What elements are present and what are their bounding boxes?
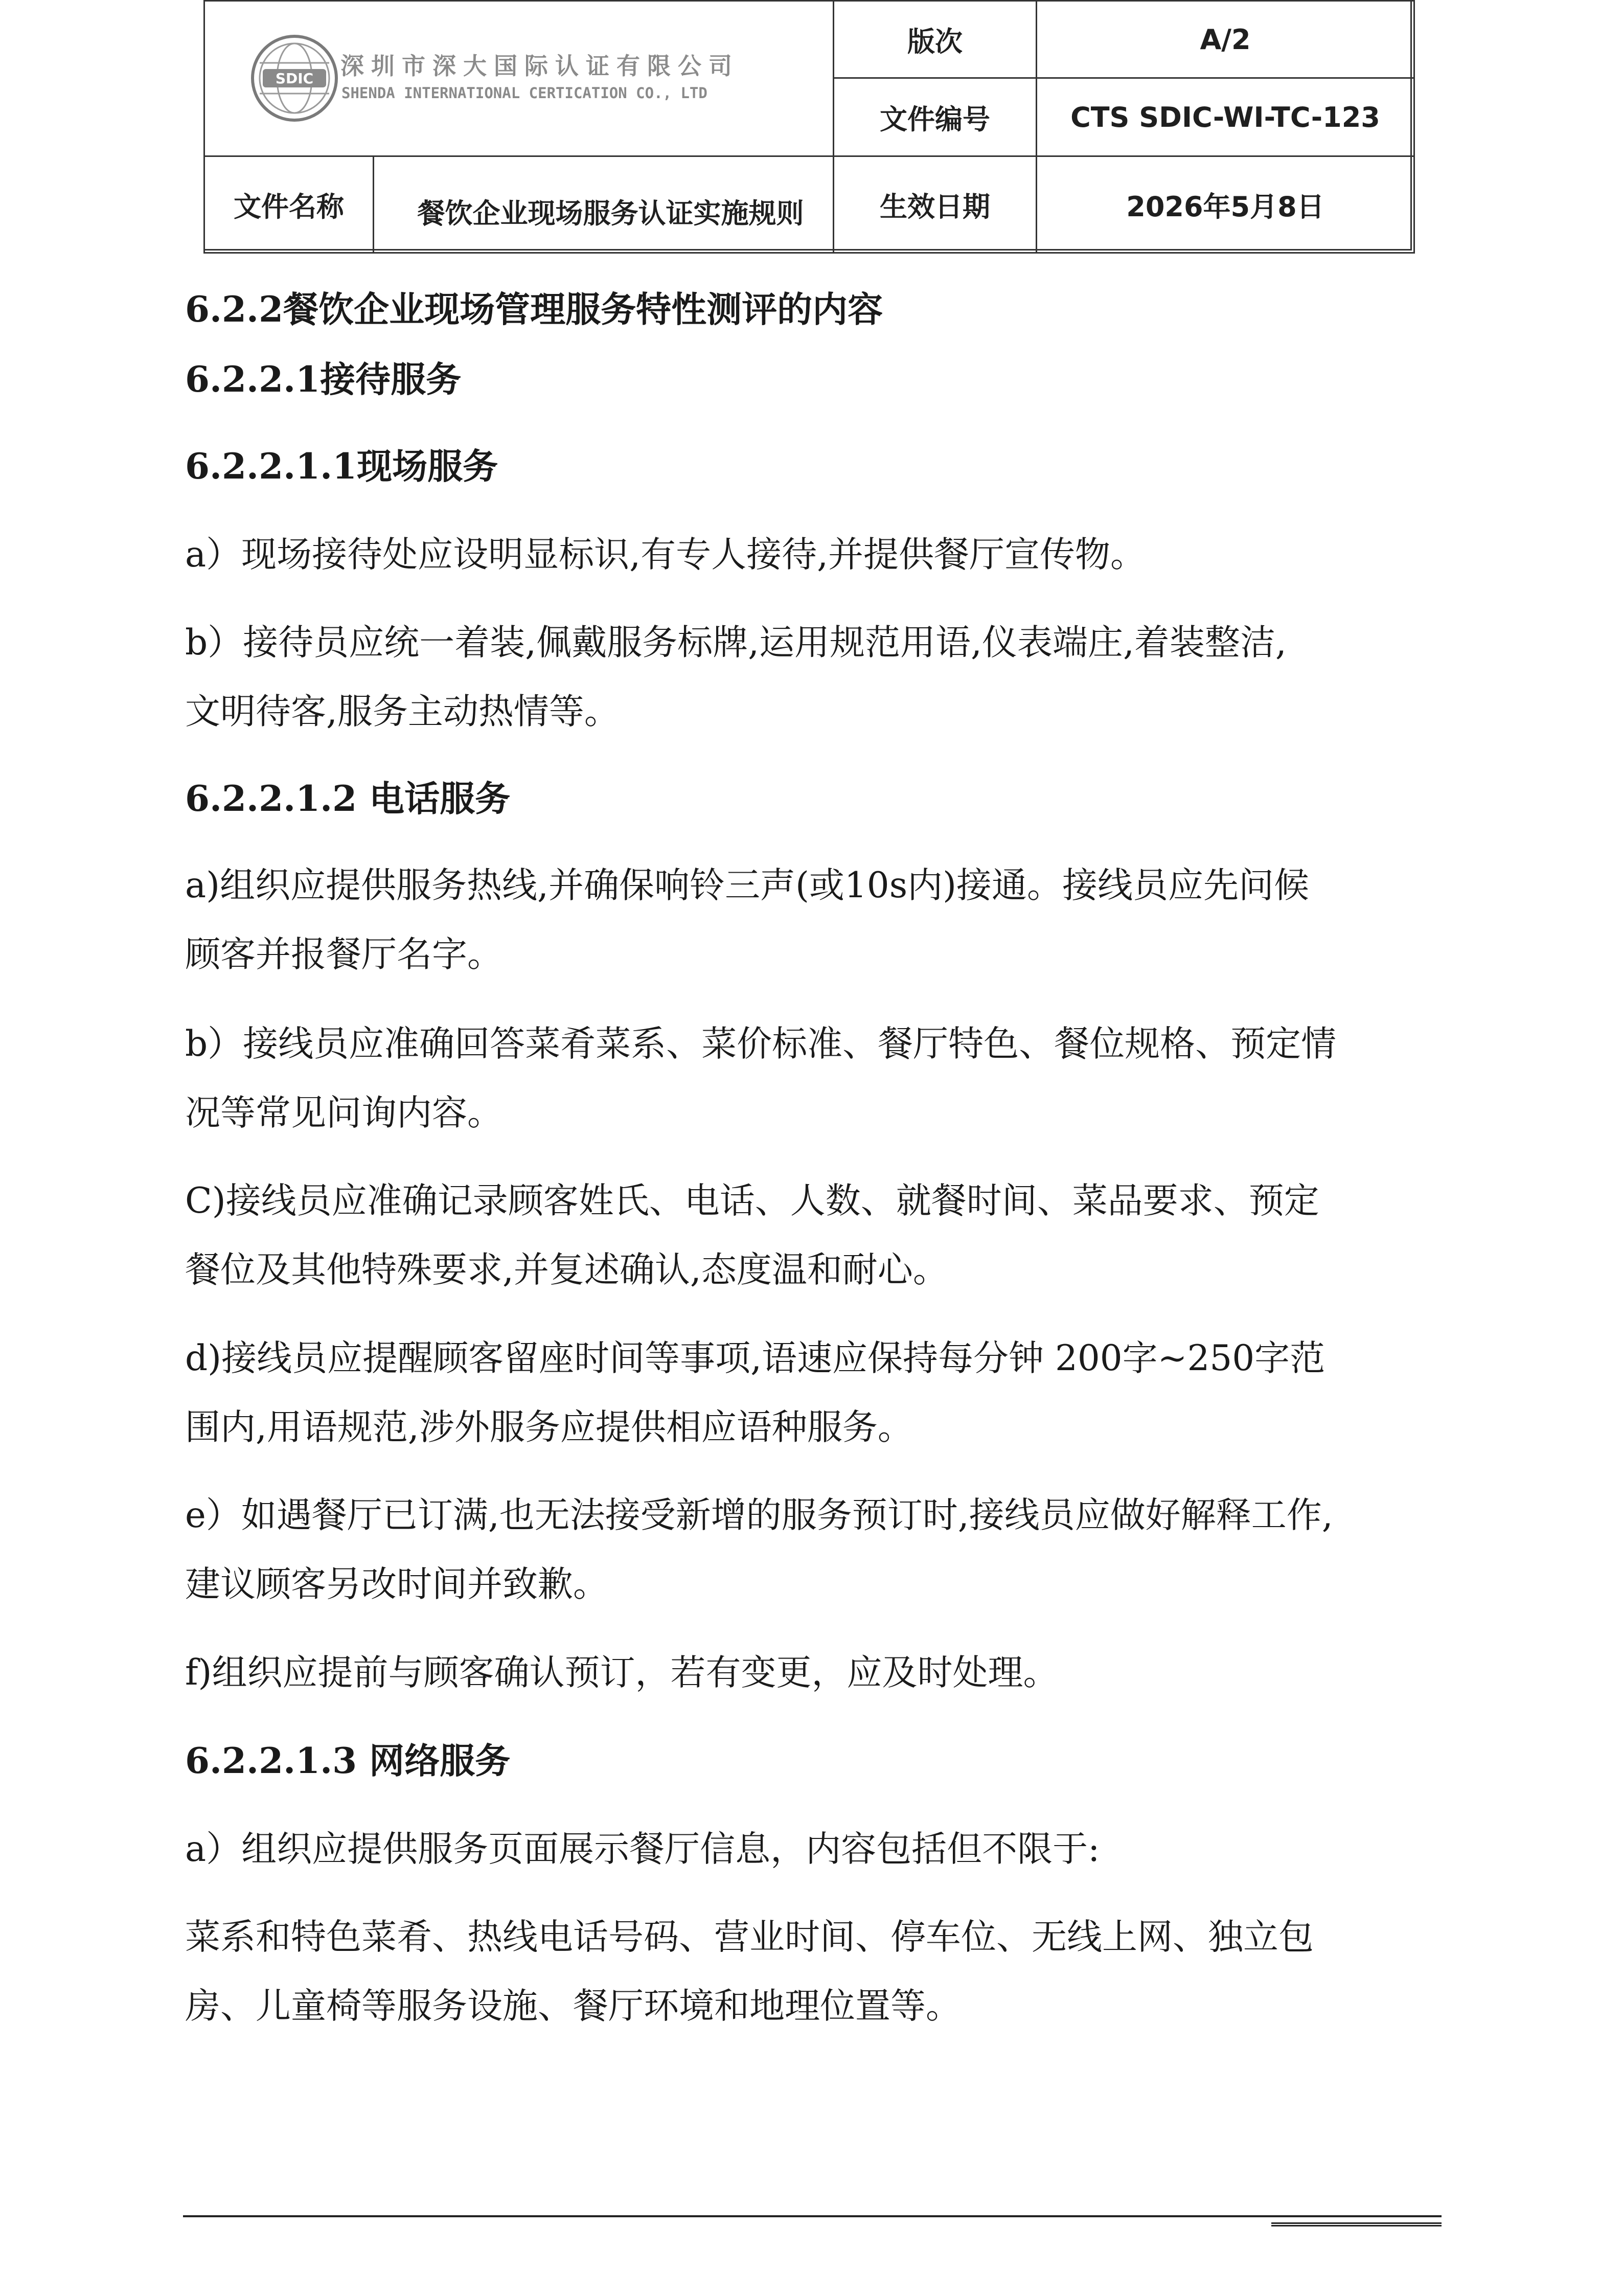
paragraph-line: 顾客并报餐厅名字。 (185, 934, 502, 975)
subsection-heading: 6.2.2.1接待服务 (185, 359, 462, 400)
paragraph-line: C)接线员应准确记录顾客姓氏、电话、人数、就餐时间、菜品要求、预定 (185, 1180, 1319, 1221)
version-value: A/2 (1036, 0, 1415, 79)
footer-rule (183, 2215, 1442, 2217)
paragraph-line: 文明待客,服务主动热情等。 (185, 691, 620, 732)
document-header-table (203, 0, 1412, 251)
company-logo (248, 32, 811, 134)
paragraph-line: 建议顾客另改时间并致歉。 (185, 1564, 608, 1605)
doc-name-value: 餐饮企业现场服务认证实施规则 (373, 155, 834, 254)
company-name-en: SHENDA INTERNATIONAL CERTICATION CO., LTD (341, 84, 707, 102)
paragraph-line: e）如遇餐厅已订满,也无法接受新增的服务预订时,接线员应做好解释工作, (185, 1495, 1333, 1536)
paragraph-line: 菜系和特色菜肴、热线电话号码、营业时间、停车位、无线上网、独立包 (185, 1917, 1314, 1958)
effective-date-label: 生效日期 (833, 155, 1037, 254)
doc-name-label: 文件名称 (203, 155, 374, 254)
subsection-heading: 6.2.2.1.2 电话服务 (185, 778, 511, 820)
version-label: 版次 (833, 0, 1037, 79)
paragraph-line: a）组织应提供服务页面展示餐厅信息，内容包括但不限于: (185, 1829, 1100, 1870)
doc-number-value: CTS SDIC-WI-TC-123 (1036, 77, 1415, 157)
paragraph-line: b）接待员应统一着装,佩戴服务标牌,运用规范用语,仪表端庄,着装整洁, (185, 622, 1287, 663)
paragraph-line: f)组织应提前与顾客确认预订，若有变更，应及时处理。 (185, 1652, 1059, 1693)
paragraph-line: a）现场接待处应设明显标识,有专人接待,并提供餐厅宣传物。 (185, 534, 1146, 575)
subsection-heading: 6.2.2.1.1现场服务 (185, 446, 498, 487)
paragraph-line: 围内,用语规范,涉外服务应提供相应语种服务。 (185, 1407, 913, 1448)
paragraph-line: 房、儿童椅等服务设施、餐厅环境和地理位置等。 (185, 1986, 961, 2027)
logo-cell (203, 0, 834, 157)
paragraph-line: b）接线员应准确回答菜肴菜系、菜价标准、餐厅特色、餐位规格、预定情 (185, 1024, 1337, 1064)
paragraph-line: d)接线员应提醒顾客留座时间等事项,语速应保持每分钟 200字~250字范 (185, 1338, 1325, 1379)
logo-text: SDIC (275, 70, 314, 87)
footer-double-rule (1271, 2222, 1442, 2226)
paragraph-line: 餐位及其他特殊要求,并复述确认,态度温和耐心。 (185, 1249, 948, 1290)
subsection-heading: 6.2.2.1.3 网络服务 (185, 1740, 511, 1782)
company-name-cn: 深圳市深大国际认证有限公司 (340, 52, 739, 80)
doc-number-label: 文件编号 (833, 77, 1037, 157)
globe-logo-icon (248, 32, 340, 124)
paragraph-line: 况等常见问询内容。 (185, 1093, 502, 1133)
effective-date-value: 2026年5月8日 (1036, 155, 1415, 254)
paragraph-line: a)组织应提供服务热线,并确保响铃三声(或10s内)接通。接线员应先问候 (185, 865, 1310, 906)
section-heading: 6.2.2餐饮企业现场管理服务特性测评的内容 (185, 289, 883, 330)
